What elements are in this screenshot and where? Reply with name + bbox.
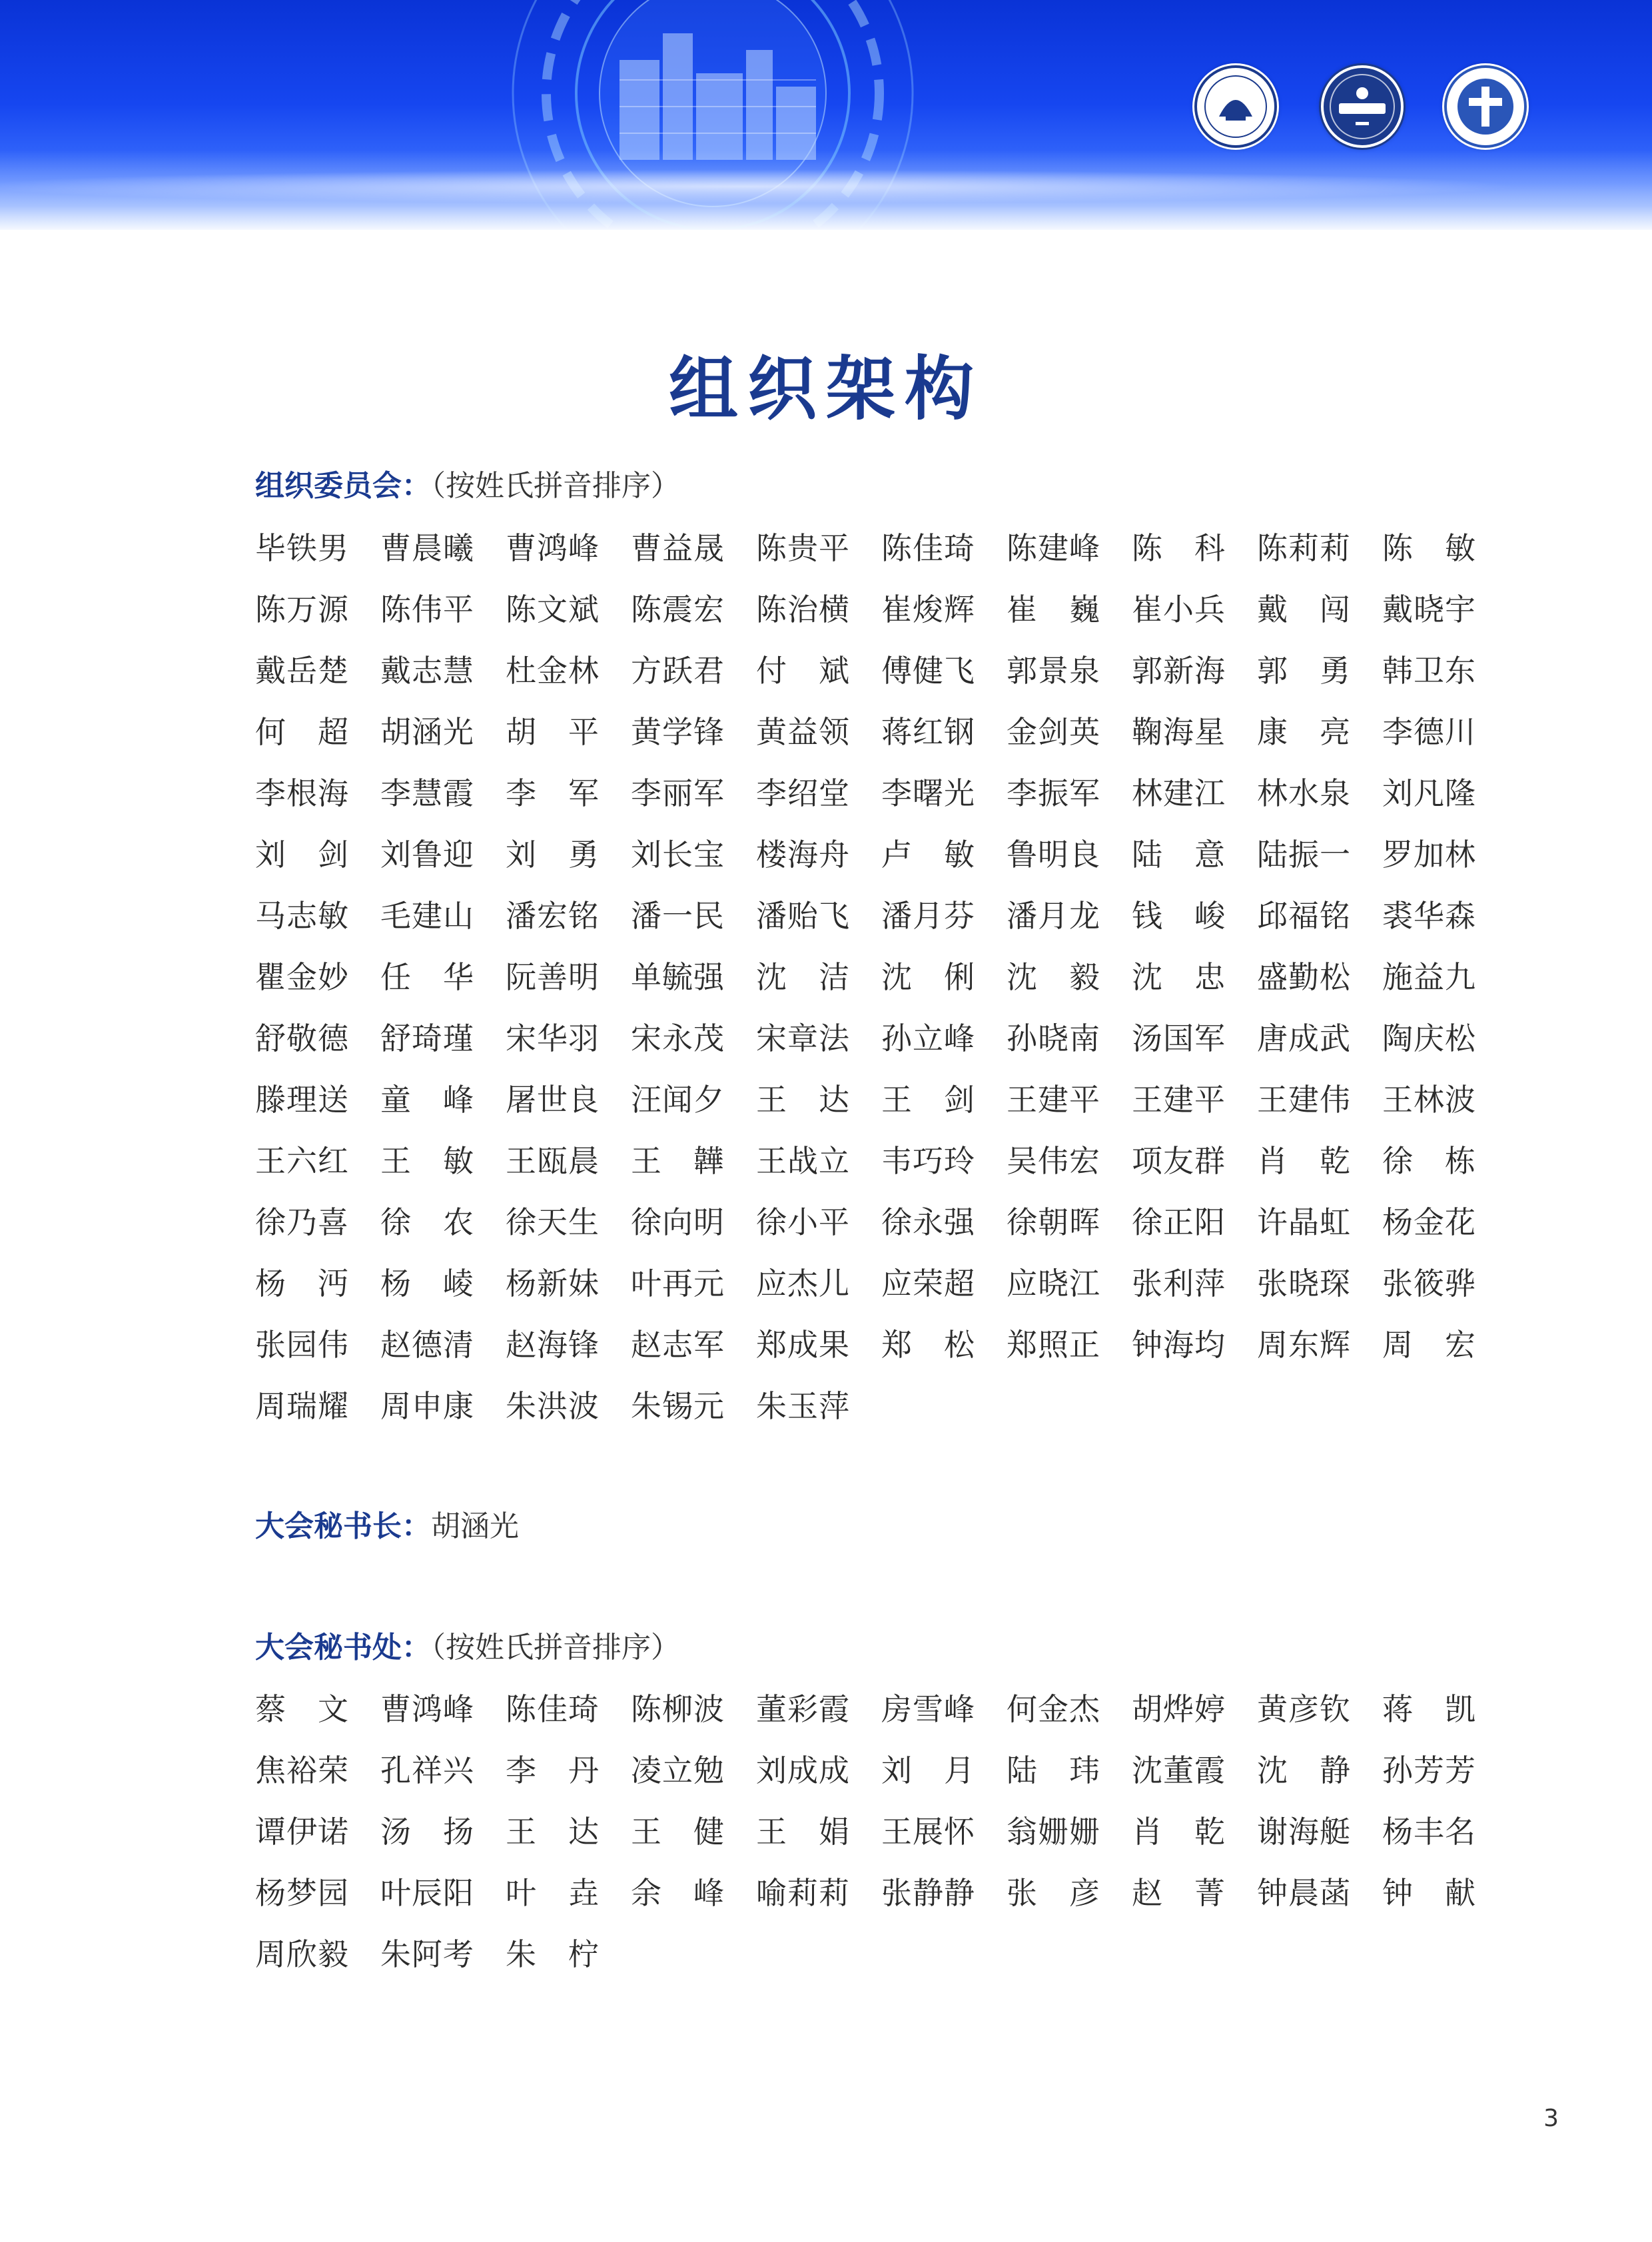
name-entry: 钱 峻 <box>1132 898 1225 934</box>
name-entry: 裘华森 <box>1382 898 1475 934</box>
name-entry: 黄益领 <box>756 714 849 750</box>
name-entry: 徐乃喜 <box>255 1204 348 1240</box>
name-entry: 李绍堂 <box>756 775 849 811</box>
name-entry: 王瓯晨 <box>506 1143 599 1179</box>
secretary-general-line <box>255 1507 519 1547</box>
name-entry: 叶再元 <box>631 1266 724 1302</box>
name-entry: 王 敏 <box>380 1143 474 1179</box>
name-entry: 应杰儿 <box>756 1266 849 1302</box>
name-entry: 刘长宝 <box>631 837 724 873</box>
name-entry: 张利萍 <box>1132 1266 1225 1302</box>
name-entry: 郑照正 <box>1007 1327 1100 1363</box>
name-entry: 杨 沔 <box>255 1266 348 1302</box>
page-title: 组织架构 <box>668 348 983 430</box>
name-entry: 唐成武 <box>1257 1020 1350 1056</box>
name-entry: 陈伟平 <box>380 591 474 627</box>
name-entry: 付 斌 <box>756 653 849 689</box>
name-entry: 郭新海 <box>1132 653 1225 689</box>
name-entry: 舒敬德 <box>255 1020 348 1056</box>
name-entry: 瞿金妙 <box>255 959 348 995</box>
page-number: 3 <box>1543 2105 1559 2132</box>
name-entry: 杨梦园 <box>255 1875 348 1911</box>
name-entry: 陈佳琦 <box>881 530 975 566</box>
name-entry: 刘鲁迎 <box>380 837 474 873</box>
name-entry: 凌立勉 <box>631 1752 724 1788</box>
name-entry: 曹鸿峰 <box>380 1691 474 1727</box>
name-entry: 王 剑 <box>881 1082 975 1118</box>
name-entry: 王 健 <box>631 1814 724 1850</box>
name-entry: 潘宏铭 <box>506 898 599 934</box>
name-entry: 郑成果 <box>756 1327 849 1363</box>
name-entry: 单毓强 <box>631 959 724 995</box>
name-entry: 何金杰 <box>1007 1691 1100 1727</box>
name-entry: 罗加林 <box>1382 837 1475 873</box>
name-entry: 金剑英 <box>1007 714 1100 750</box>
zhejiang-university-logo <box>1192 63 1279 150</box>
name-entry: 盛勤松 <box>1257 959 1350 995</box>
name-entry: 陈 敏 <box>1382 530 1475 566</box>
name-entry: 陈万源 <box>255 591 348 627</box>
name-entry: 杨金花 <box>1382 1204 1475 1240</box>
name-entry: 崔 巍 <box>1007 591 1100 627</box>
name-entry: 许晶虹 <box>1257 1204 1350 1240</box>
name-entry: 叶 垚 <box>506 1875 599 1911</box>
zhejiang-anticancer-association-logo <box>1442 63 1529 150</box>
name-entry: 戴 闯 <box>1257 591 1350 627</box>
name-entry: 沈董霞 <box>1132 1752 1225 1788</box>
name-entry: 陆 意 <box>1132 837 1225 873</box>
name-entry: 施益九 <box>1382 959 1475 995</box>
name-entry: 陈莉莉 <box>1257 530 1350 566</box>
name-entry: 王建平 <box>1132 1082 1225 1118</box>
name-entry: 王 达 <box>506 1814 599 1850</box>
name-entry: 喻莉莉 <box>756 1875 849 1911</box>
name-entry: 刘 勇 <box>506 837 599 873</box>
secretary-general-name: 胡涵光 <box>431 1509 519 1543</box>
name-entry: 宋永茂 <box>631 1020 724 1056</box>
name-entry: 朱锡元 <box>631 1388 724 1424</box>
name-entry: 应荣超 <box>881 1266 975 1302</box>
name-entry: 康 亮 <box>1257 714 1350 750</box>
second-affiliated-hospital-logo <box>1319 63 1406 150</box>
organizing-committee-names <box>255 518 1507 1437</box>
name-entry: 项友群 <box>1132 1143 1225 1179</box>
name-entry: 孙芳芳 <box>1382 1752 1475 1788</box>
name-entry: 王 达 <box>756 1082 849 1118</box>
name-entry: 韩卫东 <box>1382 653 1475 689</box>
name-entry: 沈 毅 <box>1007 959 1100 995</box>
name-entry: 徐向明 <box>631 1204 724 1240</box>
name-entry: 戴晓宇 <box>1382 591 1475 627</box>
name-entry: 蒋红钢 <box>881 714 975 750</box>
name-entry: 周欣毅 <box>255 1936 348 1972</box>
name-entry: 李 军 <box>506 775 599 811</box>
name-entry: 宋章法 <box>756 1020 849 1056</box>
secretariat-label: 大会秘书处： <box>255 1631 431 1665</box>
name-entry: 李德川 <box>1382 714 1475 750</box>
name-entry: 潘一民 <box>631 898 724 934</box>
name-entry: 陈柳波 <box>631 1691 724 1727</box>
name-entry: 李曙光 <box>881 775 975 811</box>
name-entry: 蒋 凯 <box>1382 1691 1475 1727</box>
name-entry: 陈佳琦 <box>506 1691 599 1727</box>
name-entry: 郭 勇 <box>1257 653 1350 689</box>
name-entry: 徐 农 <box>380 1204 474 1240</box>
name-entry: 李根海 <box>255 775 348 811</box>
name-entry: 舒琦瑾 <box>380 1020 474 1056</box>
name-entry: 戴志慧 <box>380 653 474 689</box>
name-entry: 陆 玮 <box>1007 1752 1100 1788</box>
name-entry: 朱 柠 <box>506 1936 599 1972</box>
name-entry: 张 彦 <box>1007 1875 1100 1911</box>
name-entry: 肖 乾 <box>1257 1143 1350 1179</box>
name-entry: 赵志军 <box>631 1327 724 1363</box>
name-entry: 曹鸿峰 <box>506 530 599 566</box>
name-entry: 何 超 <box>255 714 348 750</box>
name-entry: 徐朝晖 <box>1007 1204 1100 1240</box>
name-entry: 郑 松 <box>881 1327 975 1363</box>
name-entry: 朱玉萍 <box>756 1388 849 1424</box>
name-entry: 房雪峰 <box>881 1691 975 1727</box>
name-entry: 邱福铭 <box>1257 898 1350 934</box>
name-entry: 黄学锋 <box>631 714 724 750</box>
name-entry: 叶辰阳 <box>380 1875 474 1911</box>
name-entry: 徐天生 <box>506 1204 599 1240</box>
secretariat-sort-note: （按姓氏拼音排序） <box>431 1631 680 1665</box>
name-entry: 林建江 <box>1132 775 1225 811</box>
name-entry: 陈建峰 <box>1007 530 1100 566</box>
name-entry: 张园伟 <box>255 1327 348 1363</box>
name-entry: 杜金林 <box>506 653 599 689</box>
name-entry: 应晓江 <box>1007 1266 1100 1302</box>
name-entry: 王 韡 <box>631 1143 724 1179</box>
name-entry: 任 华 <box>380 959 474 995</box>
name-entry: 沈 静 <box>1257 1752 1350 1788</box>
name-entry: 徐永强 <box>881 1204 975 1240</box>
name-entry: 汪闻夕 <box>631 1082 724 1118</box>
name-entry: 周 宏 <box>1382 1327 1475 1363</box>
name-entry: 徐小平 <box>756 1204 849 1240</box>
name-entry: 沈 忠 <box>1132 959 1225 995</box>
name-entry: 王建平 <box>1007 1082 1100 1118</box>
name-entry: 孔祥兴 <box>380 1752 474 1788</box>
name-entry: 胡烨婷 <box>1132 1691 1225 1727</box>
name-entry: 黄彦钦 <box>1257 1691 1350 1727</box>
name-entry: 刘凡隆 <box>1382 775 1475 811</box>
name-entry: 陈文斌 <box>506 591 599 627</box>
name-entry: 钟 献 <box>1382 1875 1475 1911</box>
organizing-committee-sort-note: （按姓氏拼音排序） <box>431 469 680 503</box>
name-entry: 崔小兵 <box>1132 591 1225 627</box>
name-entry: 毕铁男 <box>255 530 348 566</box>
name-entry: 李振军 <box>1007 775 1100 811</box>
name-entry: 胡涵光 <box>380 714 474 750</box>
name-entry: 肖 乾 <box>1132 1814 1225 1850</box>
name-entry: 韦巧玲 <box>881 1143 975 1179</box>
name-entry: 谭伊诺 <box>255 1814 348 1850</box>
secretariat-heading <box>255 1628 680 1668</box>
name-entry: 刘 月 <box>881 1752 975 1788</box>
name-entry: 朱洪波 <box>506 1388 599 1424</box>
name-entry: 陈贵平 <box>756 530 849 566</box>
name-entry: 陶庆松 <box>1382 1020 1475 1056</box>
name-entry: 朱阿考 <box>380 1936 474 1972</box>
name-entry: 鞠海星 <box>1132 714 1225 750</box>
organizing-committee-label: 组织委员会： <box>255 469 431 503</box>
name-entry: 童 峰 <box>380 1082 474 1118</box>
header-banner <box>0 0 1652 230</box>
name-entry: 翁姗姗 <box>1007 1814 1100 1850</box>
name-entry: 郭景泉 <box>1007 653 1100 689</box>
name-entry: 王展怀 <box>881 1814 975 1850</box>
name-entry: 余 峰 <box>631 1875 724 1911</box>
name-entry: 徐 栋 <box>1382 1143 1475 1179</box>
name-entry: 滕理送 <box>255 1082 348 1118</box>
name-entry: 鲁明良 <box>1007 837 1100 873</box>
name-entry: 李慧霞 <box>380 775 474 811</box>
secretary-general-label: 大会秘书长： <box>255 1509 431 1543</box>
name-entry: 王建伟 <box>1257 1082 1350 1118</box>
name-entry: 周东辉 <box>1257 1327 1350 1363</box>
name-entry: 赵 菁 <box>1132 1875 1225 1911</box>
name-entry: 钟晨菡 <box>1257 1875 1350 1911</box>
name-entry: 汤国军 <box>1132 1020 1225 1056</box>
name-entry: 蔡 文 <box>255 1691 348 1727</box>
name-entry: 赵德清 <box>380 1327 474 1363</box>
name-entry: 陈 科 <box>1132 530 1225 566</box>
name-entry: 潘月龙 <box>1007 898 1100 934</box>
name-entry: 杨新妹 <box>506 1266 599 1302</box>
secretariat-names <box>255 1679 1507 1985</box>
name-entry: 方跃君 <box>631 653 724 689</box>
name-entry: 沈 俐 <box>881 959 975 995</box>
name-entry: 卢 敏 <box>881 837 975 873</box>
name-entry: 吴伟宏 <box>1007 1143 1100 1179</box>
name-entry: 王战立 <box>756 1143 849 1179</box>
name-entry: 张静静 <box>881 1875 975 1911</box>
name-entry: 孙晓南 <box>1007 1020 1100 1056</box>
name-entry: 徐正阳 <box>1132 1204 1225 1240</box>
name-entry: 谢海艇 <box>1257 1814 1350 1850</box>
name-entry: 陈震宏 <box>631 591 724 627</box>
name-entry: 陆振一 <box>1257 837 1350 873</box>
name-entry: 王 娟 <box>756 1814 849 1850</box>
name-entry: 曹晨曦 <box>380 530 474 566</box>
name-entry: 汤 扬 <box>380 1814 474 1850</box>
name-entry: 周瑞耀 <box>255 1388 348 1424</box>
name-entry: 李 丹 <box>506 1752 599 1788</box>
name-entry: 毛建山 <box>380 898 474 934</box>
name-entry: 王林波 <box>1382 1082 1475 1118</box>
name-entry: 沈 洁 <box>756 959 849 995</box>
name-entry: 崔焌辉 <box>881 591 975 627</box>
name-entry: 焦裕荣 <box>255 1752 348 1788</box>
name-entry: 胡 平 <box>506 714 599 750</box>
name-entry: 林水泉 <box>1257 775 1350 811</box>
name-entry: 曹益晟 <box>631 530 724 566</box>
name-entry: 董彩霞 <box>756 1691 849 1727</box>
name-entry: 张晓琛 <box>1257 1266 1350 1302</box>
name-entry: 钟海均 <box>1132 1327 1225 1363</box>
name-entry: 潘贻飞 <box>756 898 849 934</box>
name-entry: 杨丰名 <box>1382 1814 1475 1850</box>
name-entry: 陈治横 <box>756 591 849 627</box>
name-entry: 赵海锋 <box>506 1327 599 1363</box>
name-entry: 张筱骅 <box>1382 1266 1475 1302</box>
name-entry: 周申康 <box>380 1388 474 1424</box>
name-entry: 戴岳楚 <box>255 653 348 689</box>
name-entry: 刘 剑 <box>255 837 348 873</box>
organizing-committee-heading <box>255 466 680 506</box>
name-entry: 孙立峰 <box>881 1020 975 1056</box>
name-entry: 刘成成 <box>756 1752 849 1788</box>
name-entry: 杨 崚 <box>380 1266 474 1302</box>
name-entry: 楼海舟 <box>756 837 849 873</box>
name-entry: 王六红 <box>255 1143 348 1179</box>
name-entry: 宋华羽 <box>506 1020 599 1056</box>
name-entry: 潘月芬 <box>881 898 975 934</box>
name-entry: 李丽军 <box>631 775 724 811</box>
name-entry: 马志敏 <box>255 898 348 934</box>
name-entry: 屠世良 <box>506 1082 599 1118</box>
name-entry: 阮善明 <box>506 959 599 995</box>
name-entry: 傅健飞 <box>881 653 975 689</box>
